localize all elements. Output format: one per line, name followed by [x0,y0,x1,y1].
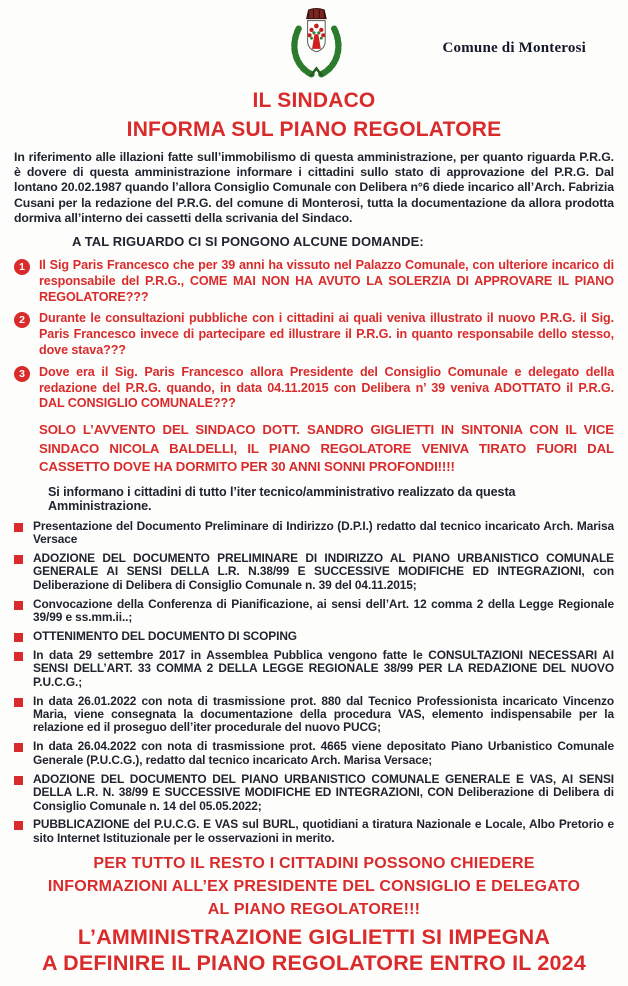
question-text: Dove era il Sig. Paris Francesco allora Presidente del Consiglio Comunale e delegato della redazione del P.R.G. quando, in data 04.11.2015 con Delibera n’ 39 veniva ADOTTATO il P.R.G. DAL CONSIGLIO COMUNALE??? [39,364,614,411]
bullet-square-icon [14,523,23,532]
title-line-1: IL SINDACO [252,89,376,112]
closing-line: PER TUTTO IL RESTO I CITTADINI POSSONO CHIEDERE [93,855,535,873]
list-item [14,649,614,689]
list-item-text: ADOZIONE DEL DOCUMENTO DEL PIANO URBANISTICO COMUNALE GENERALE E VAS, AI SENSI DELLA L.R. N. 38/99 E SUCCESSIVE MODIFICHE ED INTEGRAZIONI, CON Deliberazione di Delibera di Consiglio Comunale n. 14 del 05.05.2022; [33,771,614,813]
list-item [14,695,614,735]
list-item [14,552,614,592]
bullet-square-icon [14,743,23,752]
question-item [14,365,614,412]
bullet-square-icon [14,633,23,642]
pledge-line: A DEFINIRE IL PIANO REGOLATORE ENTRO IL 2024 [41,951,586,976]
emphasis-paragraph: SOLO L’AVVENTO DEL SINDACO DOTT. SANDRO GIGLIETTI IN SINTONIA CON IL VICE SINDACO NICOLA BALDELLI, IL PIANO REGOLATORE VENIVA TIRATO FUORI DAL CASSETTO DOVE HA DORMITO PER 30 ANNI SONNI PROFONDI!!!! [39,422,614,475]
list-item-text: Presentazione del Documento Preliminare di Indirizzo (D.P.I.) redatto dal tecnico incaricato Arch. Marisa Versace [33,518,614,547]
list-item-text: ADOZIONE DEL DOCUMENTO PRELIMINARE DI INDIRIZZO AL PIANO URBANISTICO COMUNALE GENERALE AI SENSI DELLA L.R. N.38/99 E SUCCESSIVE MODIFICHE ED INTEGRAZIONI, con Deliberazione di Delibera di Consiglio Comunale n. 39 del 04.11.2015; [33,551,614,592]
list-item [14,740,614,767]
flyer-header [14,4,614,84]
pledge-statement [14,924,614,976]
question-number-badge: 3 [14,366,30,382]
list-item-text: PUBBLICAZIONE del P.U.C.G. E VAS sul BURL, quotidiani a tiratura Nazionale e Locale, Albo Pretorio e sito Internet Istituzionale per le osservazioni in merito. [33,817,614,845]
bullet-square-icon [14,601,23,610]
closing-line: INFORMAZIONI ALL’EX PRESIDENTE DEL CONSIGLIO E DELEGATO [47,878,581,896]
list-item [14,630,614,643]
milestones-list [14,520,614,846]
info-line: Si informano i cittadini di tutto l’iter tecnico/amministrativo realizzato da questa Amministrazione. [48,484,516,513]
bullet-square-icon [14,652,23,661]
municipality-name: Comune di Monterosi [442,40,586,56]
bullet-square-icon [14,698,23,707]
question-item [14,258,614,305]
closing-statement [14,852,614,921]
list-item [14,818,614,845]
closing-line: AL PIANO REGOLATORE!!! [207,901,421,919]
pledge-line: L’AMMINISTRAZIONE GIGLIETTI SI IMPEGNA [77,925,551,950]
question-text: Il Sig Paris Francesco che per 39 anni ha vissuto nel Palazzo Comunale, con ulteriore incarico di responsabile del P.R.G., COME MAI NON HA AVUTO LA SOLERZIA DI APPROVARE IL PIANO REGOLATORE??? [39,258,614,304]
municipal-coat-of-arms-icon [286,6,346,84]
list-item-text: OTTENIMENTO DEL DOCUMENTO DI SCOPING [33,629,297,644]
bullet-square-icon [14,776,23,785]
list-item-text: Convocazione della Conferenza di Pianificazione, ai sensi dell’Art. 12 comma 2 della Legge Regionale 39/99 e ss.mm.ii..; [33,596,614,625]
question-item [14,311,614,358]
question-number-badge: 1 [14,259,30,275]
question-text: Durante le consultazioni pubbliche con i cittadini ai quali veniva illustrato il nuovo P.R.G. il Sig. Paris Francesco invece di partecipare ed illustrare il P.R.G. in quanto responsabile dello stesso, dove stava??? [39,311,614,357]
questions-heading: A TAL RIGUARDO CI SI PONGONO ALCUNE DOMANDE: [72,234,424,250]
list-item-text: In data 29 settembre 2017 in Assemblea Pubblica vengono fatte le CONSULTAZIONI NECESSARI AI SENSI DELL’ART. 33 COMMA 2 DELLA LEGGE REGIONALE 38/99 PER LA REDAZIONE DEL NUOVO P.U.C.G.; [33,647,614,689]
list-item [14,598,614,625]
intro-paragraph: In riferimento alle illazioni fatte sull’immobilismo di questa amministrazione, per quanto riguarda P.R.G. è dovere di questa amministrazione informare i cittadini sullo stato di approvazione del P.R.G. Dal lontano 20.02.1987 quando l’allora Consiglio Comunale con Delibera n°6 diede incarico all’Arch. Fabrizia Cusani per la redazione del P.R.G. del comune di Monterosi, tutta la documentazione da allora prodotta dormiva all’interno dei cassetti della scrivania del Sindaco. [14,150,614,225]
list-item [14,520,614,547]
question-number-badge: 2 [14,312,30,328]
bullet-square-icon [14,555,23,564]
title-line-2: INFORMA SUL PIANO REGOLATORE [126,118,502,141]
list-item [14,773,614,813]
questions-list [14,258,614,412]
bullet-square-icon [14,821,23,830]
list-item-text: In data 26.01.2022 con nota di trasmissione prot. 880 dal Tecnico Professionista incaricato Vincenzo Maria, viene consegnata la documentazione della procedura VAS, elemento indispensabile per la relazione ed il proseguo dell’iter procedurale del nuovo PUCG; [33,693,614,735]
list-item-text: In data 26.04.2022 con nota di trasmissione prot. 4665 viene depositato Piano Urbanistico Comunale Generale (P.U.C.G.), redatto dal tecnico incaricato Arch. Marisa Versace; [33,739,614,767]
